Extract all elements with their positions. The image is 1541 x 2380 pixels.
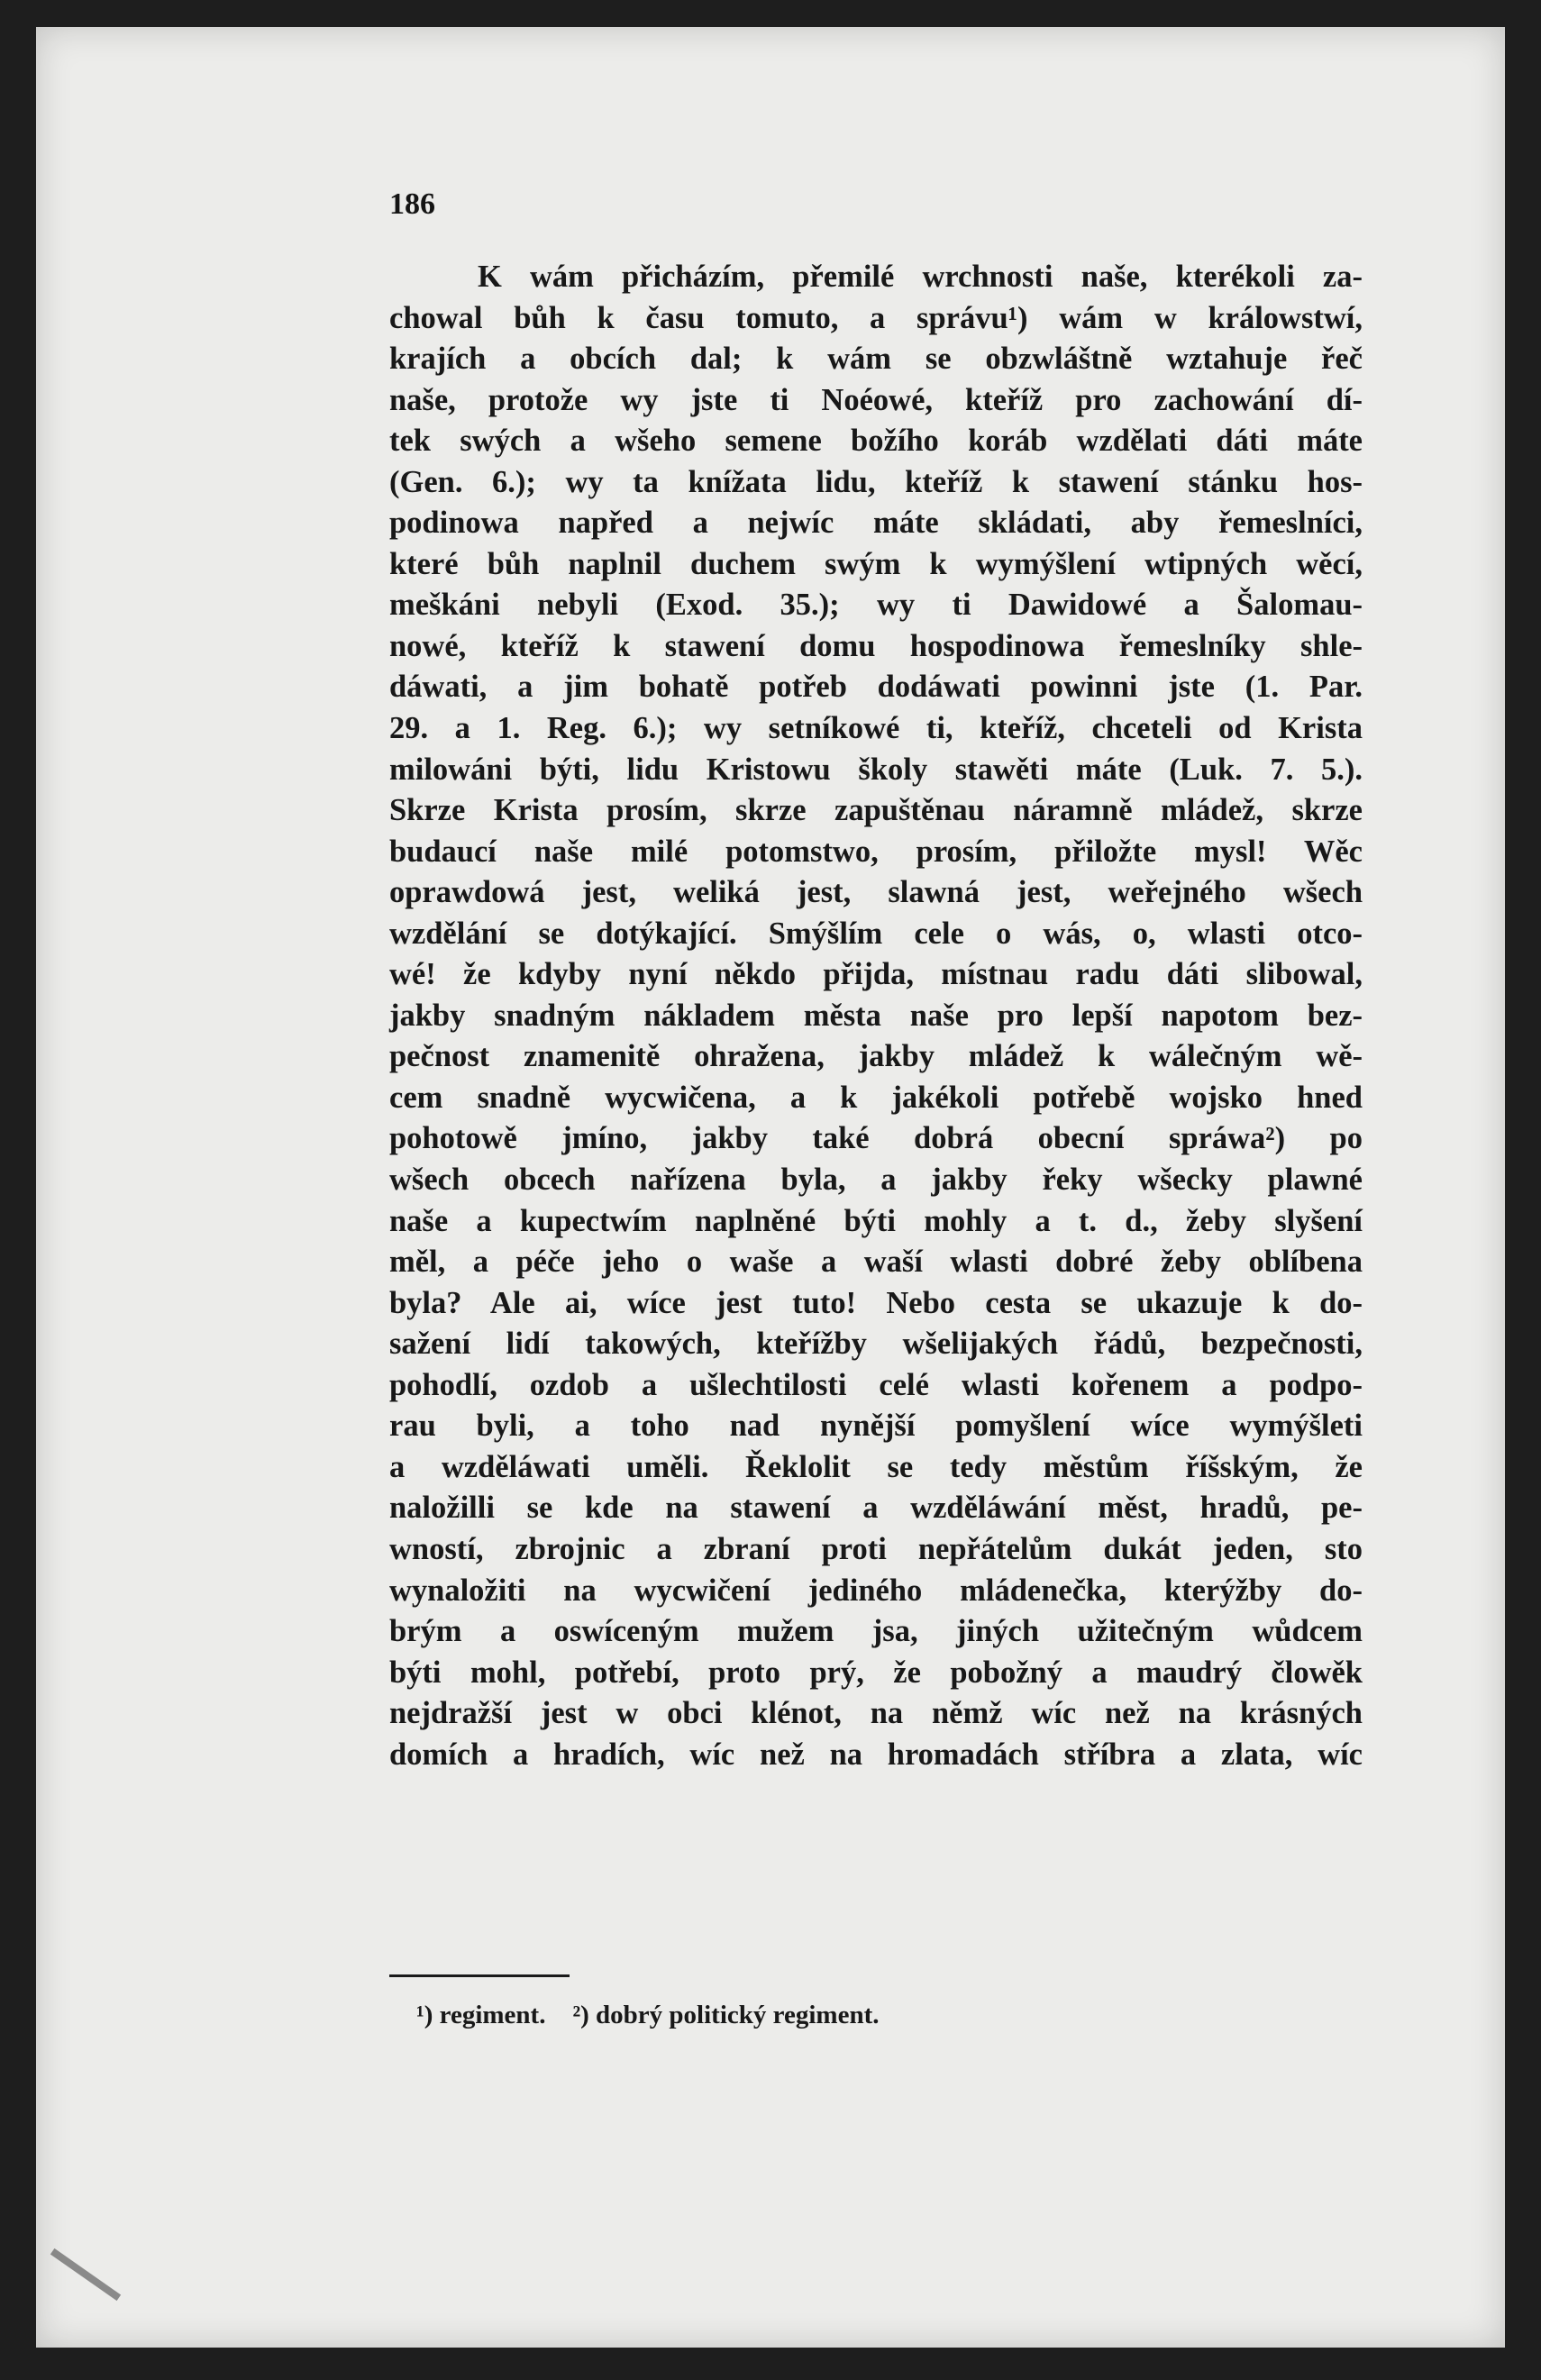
text-line: dáwati, a jim bohatě potřeb dodáwati powinni jste (1. Par. [389, 670, 1363, 705]
text-line: tek swých a wšeho semene božího koráb wzdělati dáti máte [389, 424, 1363, 459]
text-line: sažení lidí takowých, kteřížby wšelijakých řádů, bezpečnosti, [389, 1327, 1363, 1362]
text-line: wynaložiti na wycwičení jediného mládenečka, kterýžby do- [389, 1573, 1363, 1608]
footnote-2: ²) dobrý politický regiment. [572, 2001, 880, 2029]
text-line: podinowa napřed a nejwíc máte skládati, aby řemeslníci, [389, 506, 1363, 541]
text-line: milowáni býti, lidu Kristowu školy stawěti máte (Luk. 7. 5.). [389, 752, 1363, 787]
text-line: krajích a obcích dal; k wám se obzwláštně wztahuje řeč [389, 342, 1363, 377]
text-line: nowé, kteříž k stawení domu hospodinowa řemeslníky shle- [389, 628, 1363, 663]
body-text [389, 257, 1363, 1775]
text-line: naložilli se kde na stawení a wzděláwání měst, hradů, pe- [389, 1491, 1363, 1526]
text-line: naše a kupectwím naplněné býti mohly a t. d., žeby slyšení [389, 1203, 1363, 1238]
text-line: býti mohl, potřebí, proto prý, že pobožný a maudrý člowěk [389, 1655, 1363, 1690]
text-line: měl, a péče jeho o waše a waší wlasti dobré žeby oblíbena [389, 1245, 1363, 1280]
footnote-1: ¹) regiment. [416, 2001, 546, 2029]
text-line: budaucí naše milé potomstwo, prosím, přiložte mysl! Wěc [389, 834, 1363, 869]
text-line: nejdražší jest w obci klénot, na němž wíc než na krásných [389, 1696, 1363, 1731]
text-line: naše, protože wy jste ti Noéowé, kteříž pro zachowání dí- [389, 382, 1363, 417]
text-line: rau byli, a toho nad nynější pomyšlení wíce wymýšleti [389, 1409, 1363, 1444]
text-line: byla? Ale ai, wíce jest tuto! Nebo cesta se ukazuje k do- [389, 1285, 1363, 1320]
text-line: K wám přicházím, přemilé wrchnosti naše, kterékoli za- [478, 260, 1363, 294]
text-line: meškáni nebyli (Exod. 35.); wy ti Dawidowé a Šalomau- [389, 588, 1363, 623]
text-line: wé! že kdyby nyní někdo přijda, místnau radu dáti slibowal, [389, 957, 1363, 992]
text-line: pohodlí, ozdob a ušlechtilosti celé wlasti kořenem a podpo- [389, 1367, 1363, 1402]
page-number: 186 [389, 187, 435, 221]
text-line: které bůh naplnil duchem swým k wymýšlení wtipných wěcí, [389, 546, 1363, 581]
text-line: wností, zbrojnic a zbraní proti nepřátelům dukát jeden, sto [389, 1531, 1363, 1566]
text-line: brým a oswíceným mužem jsa, jiných užitečným wůdcem [389, 1614, 1363, 1649]
text-line: a wzděláwati uměli. Řeklolit se tedy městům říšským, že [389, 1449, 1363, 1484]
footnotes [416, 1999, 879, 2031]
text-line: (Gen. 6.); wy ta knížata lidu, kteříž k stawení stánku hos- [389, 464, 1363, 499]
text-line: wšech obcech nařízena byla, a jakby řeky wšecky plawné [389, 1163, 1363, 1198]
text-line: 29. a 1. Reg. 6.); wy setníkowé ti, kteříž, chceteli od Krista [389, 711, 1363, 746]
text-line: Skrze Krista prosím, skrze zapuštěnau náramně mládež, skrze [389, 793, 1363, 828]
text-line: cem snadně wycwičena, a k jakékoli potřebě wojsko hned [389, 1080, 1363, 1115]
text-line: domích a hradích, wíc než na hromadách stříbra a zlata, wíc [389, 1737, 1363, 1772]
footnote-divider [389, 1974, 570, 1977]
text-line: oprawdowá jest, weliká jest, slawná jest, weřejného wšech [389, 875, 1363, 910]
text-line: chowal bůh k času tomuto, a správu¹) wám w králowstwí, [389, 300, 1363, 335]
text-line: pohotowě jmíno, jakby také dobrá obecní spráwa²) po [389, 1121, 1363, 1156]
text-line: jakby snadným nákladem města naše pro lepší napotom bez- [389, 998, 1363, 1033]
text-line: wzdělání se dotýkající. Smýšlím cele o wás, o, wlasti otco- [389, 916, 1363, 951]
text-line: pečnost znamenitě ohražena, jakby mládež k wálečným wě- [389, 1039, 1363, 1074]
